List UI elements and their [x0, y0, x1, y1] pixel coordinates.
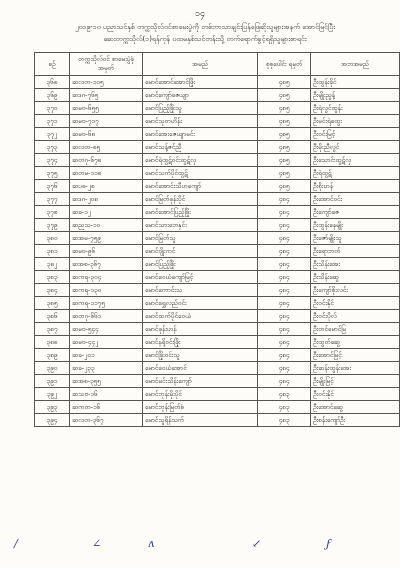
cell-name: မောင်မင်းသိန်းကျော် — [143, 375, 258, 388]
cell-score: ၄၈၅ — [258, 102, 311, 115]
cell-no: ၃၆၉ — [35, 89, 70, 102]
cell-score: ၄၈၃ — [258, 414, 311, 427]
cell-roll: ဆမဗ-၉၆ — [70, 245, 143, 258]
cell-score: ၄၈၄ — [258, 206, 311, 219]
cell-no: ၃၇၁ — [35, 115, 70, 128]
cell-no: ၃၇၅ — [35, 167, 70, 180]
table-row — [35, 323, 400, 336]
cell-score: ၄၈၅ — [258, 180, 311, 193]
table-row — [35, 336, 400, 349]
cell-father: ဦးဇော်မျိုးသူ — [311, 232, 400, 245]
cell-roll: ဆမဗ-၆၅၅ — [70, 102, 143, 115]
table-row — [35, 193, 400, 206]
cell-roll: ဆဒဂ-၇၆၅ — [70, 89, 143, 102]
cell-score: ၄၈၄ — [258, 310, 311, 323]
cell-name: မောင်သက်ပိုင်ထွဋ် — [143, 167, 258, 180]
cell-no: ၃၈၂ — [35, 258, 70, 271]
cell-roll: ဆညသ-၁၀ — [70, 219, 143, 232]
cell-father: ဦးဝင်းမြင့် — [311, 128, 400, 141]
initial-mark-2: ∠ — [92, 537, 102, 550]
cell-score: ၄၈၄ — [258, 336, 311, 349]
cell-score: ၄၈၄ — [258, 375, 311, 388]
cell-no: ၃၇၆ — [35, 180, 70, 193]
cell-father: ဦးဝင်းနိုင် — [311, 297, 400, 310]
table-row — [35, 219, 400, 232]
cell-roll: ဆတမ-၁၁၈ — [70, 167, 143, 180]
column-header-no: စဉ် — [35, 53, 70, 76]
cell-father: ဦးကျော်စိုးလင်း — [311, 284, 400, 297]
cell-roll: ဆခ-၁၂ — [70, 206, 143, 219]
table-body — [35, 76, 400, 427]
table-row — [35, 297, 400, 310]
cell-score: ၄၈၄ — [258, 271, 311, 284]
cell-roll: ဆလတ-၁၀၅ — [70, 76, 143, 89]
cell-score: ၄၈၄ — [258, 258, 311, 271]
cell-roll: ဆကရ-၁၃၀ — [70, 284, 143, 297]
cell-name: မောင်သူရိန်သက် — [143, 414, 258, 427]
cell-score: ၄၈၄ — [258, 193, 311, 206]
cell-no: ၃၇၇ — [35, 193, 70, 206]
table-row — [35, 245, 400, 258]
cell-name: မောင်မြတ်ဖုန်းပိုင် — [143, 193, 258, 206]
cell-father: ဦးသိန်းအေး — [311, 258, 400, 271]
cell-father: ဦးမိုးညီလွင် — [311, 141, 400, 154]
table-row — [35, 271, 400, 284]
initial-mark-4: ↙ — [252, 537, 262, 550]
cell-roll: ဆအမ-၇၅၉ — [70, 232, 143, 245]
cell-score: ၄၈၄ — [258, 297, 311, 310]
cell-father: ဦးသိန်းဆွေ — [311, 271, 400, 284]
cell-roll: ဆကတ-၁၆ — [70, 401, 143, 414]
cell-roll: ဆတဂု-၆၇၈ — [70, 154, 143, 167]
cell-father: ဦးရဲလွင်ထွန်း — [311, 102, 400, 115]
table-header — [35, 53, 400, 76]
cell-name: မောင်ဝေယံအောင် — [143, 362, 258, 375]
cell-father: ဦးထွတ်ဆွေ — [311, 336, 400, 349]
table-row — [35, 375, 400, 388]
cell-name: မောင်ကောင်းသ — [143, 284, 258, 297]
column-header-name: အမည် — [143, 53, 258, 76]
cell-score: ၄၈၅ — [258, 76, 311, 89]
cell-name: မောင်ပြည့်ဖြိုးသူ — [143, 102, 258, 115]
cell-score: ၄၈၄ — [258, 245, 311, 258]
table-row — [35, 115, 400, 128]
initial-mark-5: ϝ — [326, 537, 332, 550]
cell-father: ဦးထွန်းနေမျိုး — [311, 219, 400, 232]
cell-roll: ဆအစ-၃၅၅ — [70, 375, 143, 388]
column-header-father: အဘအမည် — [311, 53, 400, 76]
cell-name: မောင်ဂျိုးကင် — [143, 245, 258, 258]
cell-father: ဦးမင်းရဲထွေး — [311, 115, 400, 128]
cell-score: ၄၈၅ — [258, 167, 311, 180]
initial-mark-1: / — [14, 537, 18, 550]
cell-father: ဦးမျိုးညွန့် — [311, 89, 400, 102]
cell-father: ဦးဝင်းနိုင် — [311, 388, 400, 401]
cell-father: ဦးသောင်းထွဋ်လှ — [311, 154, 400, 167]
cell-name: မောင်ရဲထွဋ်ဝင်းထွဋ်လှ — [143, 154, 258, 167]
cell-no: ၃၇၀ — [35, 102, 70, 115]
cell-no: ၃၉၄ — [35, 414, 70, 427]
cell-score: ၄၈၄ — [258, 284, 311, 297]
cell-no: ၃၈၄ — [35, 284, 70, 297]
table-row — [35, 284, 400, 297]
cell-name: မောင်ဘုန်းမိုးပိုင် — [143, 388, 258, 401]
cell-name: မောင်အောင်အောင်ဖြိုး — [143, 76, 258, 89]
cell-father: ဦးစိုးဟန် — [311, 180, 400, 193]
cell-father: ဦးတင်မောင်မြ — [311, 323, 400, 336]
cell-score: ၄၈၅ — [258, 128, 311, 141]
cell-no: ၃၉၃ — [35, 401, 70, 414]
table-row — [35, 154, 400, 167]
table-row — [35, 76, 400, 89]
cell-score: ၄၈၃ — [258, 388, 311, 401]
cell-no: ၃၇၃ — [35, 141, 70, 154]
column-header-roll: တက္ကသိုလ်ဝင် စာမေးပွဲခုံအမှတ် — [70, 53, 143, 76]
table-row — [35, 89, 400, 102]
cell-name: မောင်ထက်ပိုင်ဝေယံ — [143, 310, 258, 323]
cell-name: မောင်ဝေယံကျော်မြင့် — [143, 271, 258, 284]
cell-no: ၃၈၁ — [35, 245, 70, 258]
cell-no: ၃၉၀ — [35, 362, 70, 375]
cell-no: ၃၇၂ — [35, 128, 70, 141]
table-row — [35, 128, 400, 141]
cell-father: ဦးထွန်းခိုင် — [311, 76, 400, 89]
cell-roll: ဆတဂု-၆၆၁ — [70, 310, 143, 323]
cell-score: ၄၈၅ — [258, 115, 311, 128]
cell-name: မောင်အေးဇေယျာမင်း — [143, 128, 258, 141]
cell-name: မောင်ပြည့်ဖြိုး — [143, 258, 258, 271]
cell-roll: ဆကရ-၃၀၄ — [70, 271, 143, 284]
cell-score: ၄၈၅ — [258, 141, 311, 154]
cell-name: မောင်သုတဟိန်း — [143, 115, 258, 128]
cell-roll: ဆမဗ-၆၈ — [70, 128, 143, 141]
cell-no: ၃၉၂ — [35, 388, 70, 401]
cell-no: ၃၈၉ — [35, 349, 70, 362]
cell-name: မောင်ရွှေလည်ဝင်း — [143, 297, 258, 310]
cell-no: ၃၈၇ — [35, 323, 70, 336]
table-row — [35, 401, 400, 414]
table-row — [35, 388, 400, 401]
cell-roll: ဆပဓ-၂၈ — [70, 180, 143, 193]
cell-father: ဦးအောင်ဆွေ — [311, 401, 400, 414]
cell-roll: ဆလတ-၃၆၇ — [70, 414, 143, 427]
cell-name: မောင်မြတ်သူ — [143, 232, 258, 245]
cell-roll: ဆမဗ-၄၄၂ — [70, 336, 143, 349]
cell-score: ၄၈၄ — [258, 323, 311, 336]
cell-father: ဦးစန်းကျော်ဦး — [311, 414, 400, 427]
cell-roll: ဆမဗ-၅၄၄ — [70, 323, 143, 336]
cell-father: ဦးအောင်မြင့် — [311, 349, 400, 362]
column-header-score: စုစုပေါင်း ရမှတ် — [258, 53, 311, 76]
cell-father: ဦးဝင်းပိုလ် — [311, 310, 400, 323]
cell-father: ဦးဆန်းထွန်းအေး — [311, 362, 400, 375]
cell-no: ၃၇၉ — [35, 219, 70, 232]
cell-no: ၃၉၁ — [35, 375, 70, 388]
cell-no: ၃၈၈ — [35, 336, 70, 349]
cell-name: မောင်သန့်ဇင်ညီ — [143, 141, 258, 154]
cell-no: ၃၈၀ — [35, 232, 70, 245]
cell-name: မောင်ဖုန်းဟန် — [143, 323, 258, 336]
cell-roll: ဆခ-၂၀၁ — [70, 349, 143, 362]
cell-name: မောင်ဘုန်းမြတ်စံ — [143, 401, 258, 414]
admission-list-table — [34, 52, 400, 427]
cell-father: ဦးကျော်ဇေ — [311, 206, 400, 219]
cell-roll: ဆခ-၂၃၃ — [70, 362, 143, 375]
cell-no: ၃၈၅ — [35, 297, 70, 310]
cell-roll: ဆအစ-၃၆၇ — [70, 258, 143, 271]
table-row — [35, 167, 400, 180]
table-row — [35, 141, 400, 154]
table-row — [35, 232, 400, 245]
cell-no: ၃၇၄ — [35, 154, 70, 167]
cell-name: မောင်သားဘေနှင်း — [143, 219, 258, 232]
table-row — [35, 102, 400, 115]
cell-father: ဦးရောဘတ် — [311, 245, 400, 258]
cell-score: ၄၈၄ — [258, 219, 311, 232]
cell-no: ၃၆၈ — [35, 76, 70, 89]
cell-score: ၄၈၅ — [258, 89, 311, 102]
cell-roll: ဆဒဂ-၂၀၈ — [70, 193, 143, 206]
cell-no: ၃၇၈ — [35, 206, 70, 219]
table-row — [35, 258, 400, 271]
cell-roll: ဆလတ-၈၅ — [70, 141, 143, 154]
cell-roll: ဆကရ-၁၁၇၅ — [70, 297, 143, 310]
cell-score: ၄၈၄ — [258, 349, 311, 362]
table-row — [35, 414, 400, 427]
cell-name: မောင်ကျော်ဇေယျာ — [143, 89, 258, 102]
cell-name: မောင်အောင်ပြည့်ဖြိုး — [143, 206, 258, 219]
table-row — [35, 362, 400, 375]
page-number: ၁၄ — [194, 9, 206, 19]
cell-score: ၄၈၄ — [258, 232, 311, 245]
document-heading-line-1: ၂၀၁၉-၁၀ ပညာသင်နှစ် တက္ကသိုလ်ဝင်စာမေးပွဲကို တစ်ဘာသာချင်းပြန်ဖြေဆိုသူများအနက် အောင်မြင်ပြီး — [75, 23, 335, 31]
cell-no: ၃၈၆ — [35, 310, 70, 323]
table-row — [35, 310, 400, 323]
cell-name: မောင်နရိုဝင်းဖြိုး — [143, 336, 258, 349]
cell-father: ဦးအောင်ဝင်း — [311, 193, 400, 206]
cell-score: ၄၈၃ — [258, 401, 311, 414]
table-row — [35, 349, 400, 362]
cell-score: ၄၈၄ — [258, 362, 311, 375]
cell-roll: ဆမဗ-၇၁၇ — [70, 115, 143, 128]
cell-name: မောင်အောင်းသီဟကျော် — [143, 180, 258, 193]
header-row — [35, 53, 400, 76]
initial-mark-3: ʌ — [148, 537, 155, 550]
document-heading-line-2: ဆေးတက္ကသိုလ်(၁)ရန်ကုန် ပထမနှစ်သင်တန်းသို့ တက်ရောက်ခွင့်ရရှိသူများစာရင်း — [103, 35, 307, 43]
cell-no: ၃၈၃ — [35, 271, 70, 284]
cell-roll: ဆသဗ-၁၆ — [70, 388, 143, 401]
cell-score: ၄၈၅ — [258, 154, 311, 167]
table-row — [35, 180, 400, 193]
cell-father: ဦးမျိုးမြင့် — [311, 375, 400, 388]
table-row — [35, 206, 400, 219]
cell-father: ဦးရဲထွဋ် — [311, 167, 400, 180]
cell-name: မောင်ဖြိုးဝင်းသူ — [143, 349, 258, 362]
